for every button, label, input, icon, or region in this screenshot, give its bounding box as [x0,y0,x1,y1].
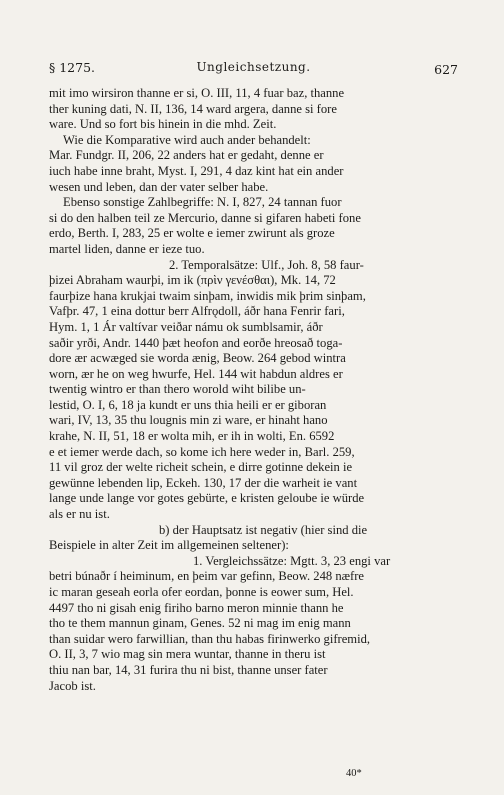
section-number: § 1275. [49,60,96,75]
text-line: þizei Abraham waurþi, im ik (πρὶν γενέσθαι), Mk. 14, 72 [49,273,336,288]
text-line: 2. Temporalsätze: Ulf., Joh. 8, 58 faur- [169,257,364,272]
text-line: Hym. 1, 1 Ár valtívar veiðar námu ok sumblsamir, áðr [49,319,323,334]
text-line: erdo, Berth. I, 283, 25 er wolte e iemer zwirunt als groze [49,226,335,241]
text-line: iuch habe inne braht, Myst. I, 291, 4 daz kint hat ein ander [49,163,344,178]
text-line: faurþize hana krukjai twaim sinþam, inwidis mik þrim sinþam, [49,288,366,303]
signature-mark: 40* [346,768,362,779]
text-line: 11 vil groz der welte richeit schein, e dirre gotinne dekein ie [49,460,353,475]
text-line: martel liden, danne er ieze tuo. [49,241,205,256]
text-line: wesen und leben, dan der vater selber habe. [49,179,269,194]
running-title: Ungleichsetzung. [196,60,311,74]
text-line: Ebenso sonstige Zahlbegriffe: N. I, 827, 24 tannan fuor [63,195,342,210]
text-line: dore ær acwæged sie worda ænig, Beow. 264 gebod wintra [49,351,346,366]
page-number: 627 [434,62,458,77]
text-line: krahe, N. II, 51, 18 er wolta mih, er ih in wolti, En. 6592 [49,429,335,444]
text-line: than suidar wero farwillian, than thu habas firinwerko gifremid, [49,631,371,646]
text-line: wari, IV, 13, 35 thu lougnis min zi ware, er hinaht hano [49,413,328,428]
text-line: O. II, 3, 7 wio mag sin mera wuntar, thanne in theru ist [49,647,326,662]
text-line: Wie die Komparative wird auch ander behandelt: [63,132,311,147]
text-line: als er nu ist. [49,507,110,522]
text-line: Beispiele in alter Zeit im allgemeinen seltener): [49,538,289,553]
running-header [49,60,458,80]
text-line: ther kuning dati, N. II, 136, 14 ward argera, danne si fore [49,101,337,116]
page-body [49,86,459,694]
text-line: e et iemer werde dach, so kome ich here weder in, Barl. 259, [49,444,355,459]
text-line: lestid, O. I, 6, 18 ja kundt er uns thia heili er er giboran [49,397,327,412]
text-line: betri búnaðr í heiminum, en þeim var gefinn, Beow. 248 næfre [49,569,364,584]
text-line: b) der Hauptsatz ist negativ (hier sind die [159,522,368,537]
text-line: tho te them mannun ginam, Genes. 52 ni mag im enig mann [49,616,351,631]
text-line: 4497 tho ni gisah enig firiho barno meron minnie thann he [49,600,344,615]
text-line: lange unde lange vor gotes gebürte, e kristen geloube ie würde [49,491,365,506]
text-line: twentig wintro er than thero worold wiht bilibe un- [49,382,306,397]
text-line: Mar. Fundgr. II, 206, 22 anders hat er gedaht, denne er [49,148,324,163]
text-line: worn, ær he on weg hwurfe, Hel. 144 wit habdun aldres er [49,366,343,381]
text-line: saðir yrði, Andr. 1440 þæt heofon and eorðe hreosað toga- [49,335,343,350]
text-line: si do den halben teil ze Mercurio, danne si gifaren habeti fone [49,210,361,225]
text-line: gewünne lebenden lip, Eckeh. 130, 17 der die warheit ie vant [49,475,358,490]
text-line: 1. Vergleichssätze: Mgtt. 3, 23 engi var [193,553,391,568]
text-line: mit imo wirsiron thanne er si, O. III, 11, 4 fuar baz, thanne [49,86,345,100]
text-line: Jacob ist. [49,678,96,693]
text-line: ware. Und so fort bis hinein in die mhd. Zeit. [49,117,277,132]
text-line: thiu nan bar, 14, 31 furira thu ni bist, thanne unser fater [49,662,328,677]
text-line: ic maran geseah eorla ofer eordan, þonne is eower sum, Hel. [49,585,354,599]
text-line: Vafþr. 47, 1 eina dottur berr Alfrǫdoll, áðr hana Fenrir fari, [49,304,345,319]
